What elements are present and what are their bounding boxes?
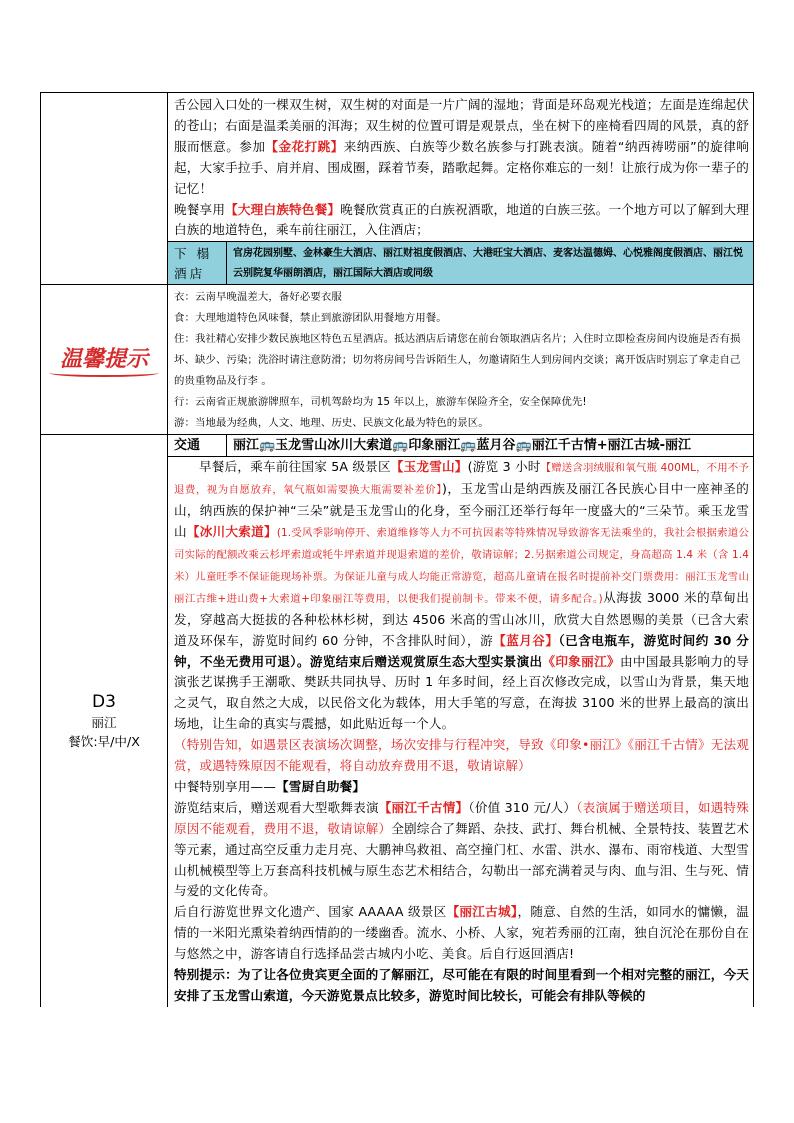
- day3-content: [168, 435, 753, 1007]
- itinerary-table: [40, 92, 754, 1007]
- tip-sightseeing: 游：当地最为经典，人文、地理、历史、民族文化最为特色的景区。: [174, 417, 489, 430]
- tips-row: [40, 285, 754, 435]
- tip-lodging: 住：我社精心安排少数民族地区特色五星酒店。抵达酒店后请您在前台领取酒店名片；入住时立即检查房间内设施是否有损坏、缺少、污染；洗浴时请注意防滑；切勿将房间号告诉陌生人，勿邀请陌生人到房间内交谈；离开饭店时别忘了拿走自己的贵重物品及行李 。: [174, 333, 741, 388]
- transport-row: [168, 435, 753, 457]
- hotel-label: 下 榻酒店: [168, 242, 227, 284]
- tip-clothing: 衣：云南早晚温差大，备好必要衣服: [174, 291, 342, 304]
- special-notice: （特别告知，如遇景区表演场次调整，场次安排与行程冲突，导致《印象•丽江》《丽江千古情》无法观赏，或遇特殊原因不能观看，将自动放弃费用不退，敬请谅解）: [174, 737, 749, 774]
- tips-logo: [41, 285, 168, 434]
- hotel-row: [168, 241, 753, 284]
- day3-label-cell: [41, 435, 168, 1007]
- transport-label: 交通: [168, 435, 227, 456]
- continuation-row: [40, 92, 754, 285]
- tips-logo-text: 温馨提示: [59, 346, 148, 373]
- continuation-content: [168, 93, 753, 284]
- dinner-paragraph: 晚餐享用【大理白族特色餐】晚餐欣赏真正的白族祝酒歌，地道的白族三弦。一个地方可以了解到大理白族的地道特色，乘车前往丽江，入住酒店；: [174, 201, 749, 238]
- transport-route: 丽江🚌玉龙雪山冰川大索道🚌印象丽江🚌蓝月谷🚌丽江千古情+丽江古城-丽江: [233, 438, 692, 454]
- old-town-paragraph: 后自行游览世界文化遗产、国家 AAAAA 级景区【丽江古城】，随意、自然的生活，如同水的慵懒，温情的一米阳光熏染着纳西情韵的一缕幽香。流水、小桥、人家，宛若秀丽的江南，独自沉沦在那份自在与悠然之中，游客请自行选择品尝古城内小吃、美食。后自行返回酒店!: [174, 904, 749, 962]
- tip-food: 食：大理地道特色风味餐，禁止到旅游团队用餐地方用餐。: [174, 312, 447, 325]
- day-number: D3: [92, 691, 116, 712]
- tips-logo-swoosh: [49, 369, 159, 377]
- jade-dragon-paragraph: 早餐后，乘车前往国家 5A 级景区【玉龙雪山】(游览 3 小时【赠送含羽绒服和氧气瓶 400ML，不用不予退费，视为自愿放弃，氧气瓶如需要换大瓶需要补差价】)，玉龙雪山是纳西族及丽江各民族心目中一座神圣的山，纳西族的保护神“三朵”就是玉龙雪山的化身，至今丽江还举行每年一度盛大的“三朵节。乘玉龙雪山【冰川大索道】(1.受风季影响停开、索道维修等人力不可抗因素等特殊情况导致游客无法乘坐的，我社会根据索道公司实际的配额改乘云杉坪索道或牦牛坪索道并现退索道的差价，敬请谅解；2.另据索道公司规定，身高超高 1.4 米（含 1.4 米）儿童旺季不保证能现场补票。为保证儿童与成人均能正常游览，超高儿童请在报名时提前补交门票费用：丽江玉龙雪山 丽江古维+进山费+大索道+印象丽江等费用，以便我们提前制卡。带来不便，请多配合。)从海拔 3000 米的草甸出发，穿越高大挺拔的各种松林杉树，到达 4506 米高的雪山冰川，欣赏大自然恩赐的美景（已含大索道及环保车，游览时间约 60 分钟，不含排队时间），游【蓝月谷】（已含电瓶车，游览时间约 30 分钟，不坐无费用可退）。游览结束后赠送观赏原生态大型实景演出《印象丽江》由中国最具影响力的导演张艺谋携手王潮歌、樊跃共同执导、历时 1 年多时间，经上百次修改完成，以雪山为背景，集天地之灵气，取自然之大成，以民俗文化为载体，用大手笔的写意，在海拔 3100 米的世界上最高的演出场地，让生命的真实与震撼，如此贴近每一个人。: [174, 459, 750, 732]
- day-city: 丽江: [91, 714, 117, 730]
- dali-paragraph: 舌公园入口处的一棵双生树，双生树的对面是一片广阔的湿地；背面是环岛观光栈道；左面是连绵起伏的苍山；右面是温柔美丽的洱海；双生树的位置可谓是观景点，坐在树下的座椅看四周的风景，真的舒服而惬意。参加【金花打跳】来纳西族、白族等少数名族参与打跳表演。随着“纳西祷唠丽”的旋律响起，大家手拉手、肩并肩、围成圈，踩着节奏，踏歌起舞。定格你难忘的一刻！让旅行成为你一辈子的记忆！: [174, 97, 749, 196]
- tips-content: [168, 285, 753, 434]
- tip-transport: 行：云南省正规旅游牌照车，司机驾龄均为 15 年以上，旅游车保险齐全，安全保障优先!: [174, 396, 587, 409]
- special-tip: 特别提示：为了让各位贵宾更全面的了解丽江，尽可能在有限的时间里看到一个相对完整的丽江，今天安排了玉龙雪山索道，今天游览景点比较多，游览时间比较长，可能会有排队等候的: [174, 967, 749, 1003]
- lunch-line: 中餐特别享用——【雪厨自助餐】: [174, 778, 366, 794]
- day3-row: [40, 435, 754, 1007]
- show-paragraph: 游览结束后，赠送观看大型歌舞表演【丽江千古情】（价值 310 元/人）（表演属于赠送项目，如遇特殊原因不能观看，费用不退，敬请谅解）全剧综合了舞蹈、杂技、武打、舞台机械、全景特技、装置艺术等元素，通过高空反重力走月亮、大鹏神鸟救祖、高空撞门杠、水雷、洪水、瀑布、雨帘栈道、大型雪山机械模型等上万套高科技机械与原生态艺术相结合，勾勒出一部充满着灵与肉、血与泪、生与死、情与爱的文化传奇。: [174, 799, 749, 899]
- continuation-left-cell: [41, 93, 168, 284]
- day-meals: 餐饮:早/中/X: [68, 733, 140, 749]
- hotel-value: 官房花园别墅、金林豪生大酒店、丽江财祖度假酒店、大港旺宝大酒店、麦客达温德姆、心悦雅阁度假酒店、丽江悦云别院复华丽朗酒店，丽江国际大酒店或同级: [233, 248, 743, 280]
